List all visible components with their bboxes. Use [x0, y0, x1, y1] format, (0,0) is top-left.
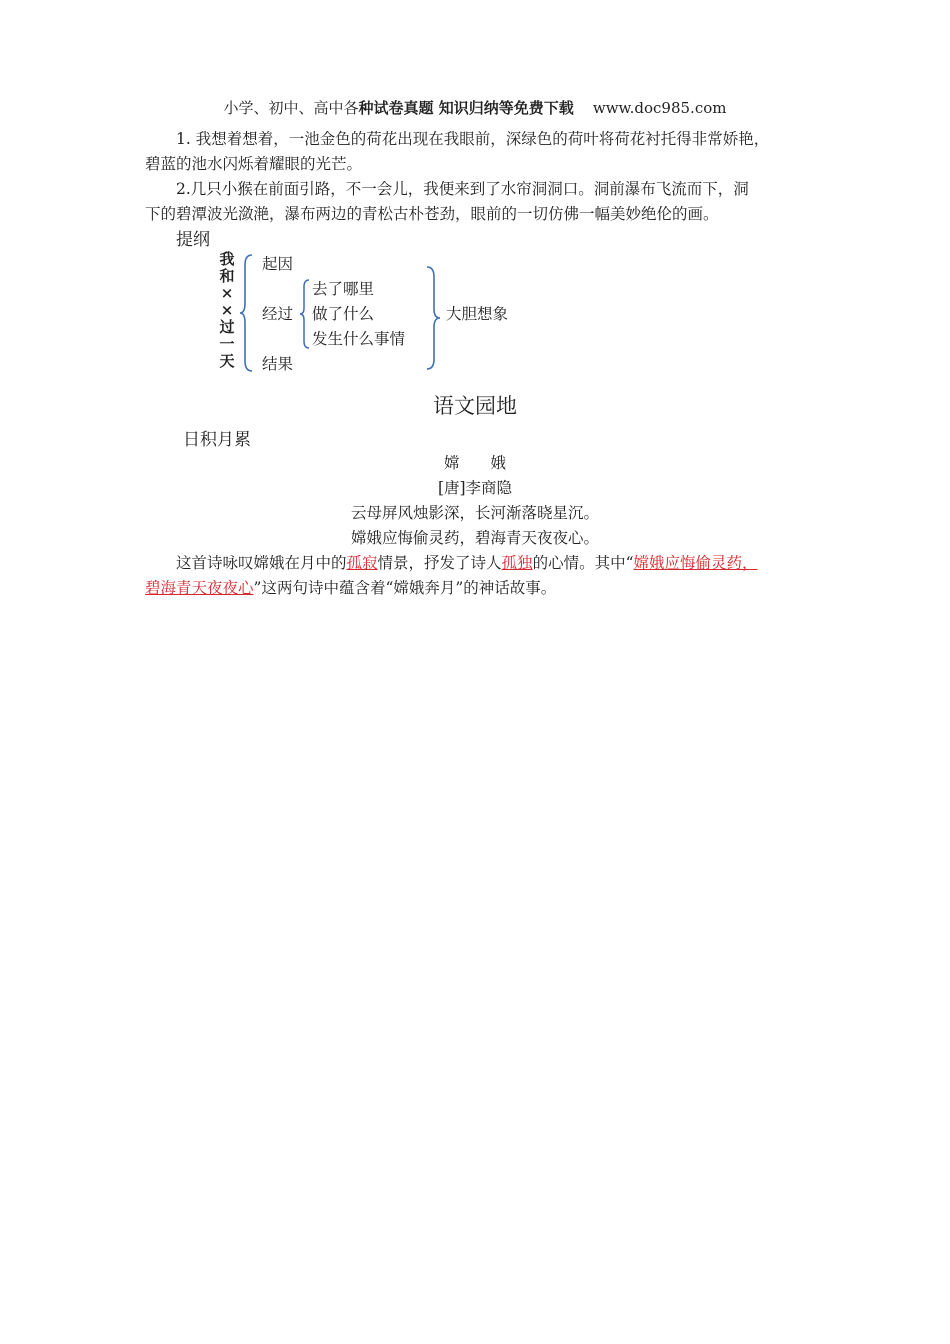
root-char: 和: [219, 267, 235, 285]
analysis-text: 的心情。其中“: [532, 554, 634, 572]
analysis-line-1: [176, 551, 758, 576]
outline-heading: 提纲: [176, 230, 210, 250]
header-text-3: 知识归纳等免费下载: [433, 99, 574, 117]
root-char: 我: [219, 250, 235, 268]
poem-line-1: 云母屏风烛影深，长河渐落晓星沉。: [350, 504, 599, 522]
outline-cause: 起因: [262, 255, 294, 273]
highlight-lonely: 孤寂: [346, 554, 378, 572]
right-brace-icon: [425, 265, 441, 371]
example-2-line-1: 2.几只小猴在前面引路，不一会儿，我便来到了水帘洞洞口。洞前瀑布飞流而下，洞: [176, 180, 749, 198]
outline-item: 去了哪里: [312, 280, 375, 298]
root-char: 过: [219, 318, 235, 336]
poem-author: [唐]李商隐: [437, 479, 513, 497]
root-char: 天: [219, 352, 235, 370]
page-header: [0, 97, 950, 118]
section-subtitle: 日积月累: [183, 430, 251, 450]
root-char: ×: [220, 301, 234, 319]
left-brace-icon: [239, 253, 255, 373]
header-text-1: 小学、初中、高中各: [223, 99, 359, 117]
outline-item: 做了什么: [312, 305, 375, 323]
analysis-text: 情景，抒发了诗人: [377, 554, 502, 572]
highlight-verse-2: 碧海青天夜夜心: [145, 579, 254, 597]
poem-line-2: 嫦娥应悔偷灵药，碧海青天夜夜心。: [350, 529, 599, 547]
example-1-line-1: 1. 我想着想着，一池金色的荷花出现在我眼前，深绿色的荷叶将荷花衬托得非常娇艳，: [176, 130, 770, 148]
poem-title: 嫦 娥: [443, 454, 506, 472]
outline-item: 发生什么事情: [312, 330, 406, 348]
outline-root: [218, 251, 236, 370]
section-title: 语文园地: [433, 394, 517, 418]
highlight-solitary: 孤独: [501, 554, 533, 572]
small-brace-icon: [299, 278, 311, 350]
root-char: ×: [220, 284, 234, 302]
highlight-verse-1: 嫦娥应悔偷灵药，: [633, 554, 758, 572]
analysis-text: ”这两句诗中蕴含着“嫦娥奔月”的神话故事。: [253, 579, 557, 597]
header-text-2: 种试卷真题: [358, 99, 434, 117]
header-url[interactable]: www.doc985.com: [592, 99, 727, 117]
root-char: 一: [219, 335, 235, 353]
outline-imagination: 大胆想象: [446, 305, 509, 323]
example-2-line-2: 下的碧潭波光潋滟，瀑布两边的青松古朴苍劲，眼前的一切仿佛一幅美妙绝伦的画。: [145, 205, 719, 223]
outline-process: 经过: [262, 305, 294, 323]
analysis-line-2: [145, 576, 556, 601]
example-1-line-2: 碧蓝的池水闪烁着耀眼的光芒。: [145, 155, 363, 173]
outline-result: 结果: [262, 355, 294, 373]
analysis-text: 这首诗咏叹嫦娥在月中的: [176, 554, 347, 572]
